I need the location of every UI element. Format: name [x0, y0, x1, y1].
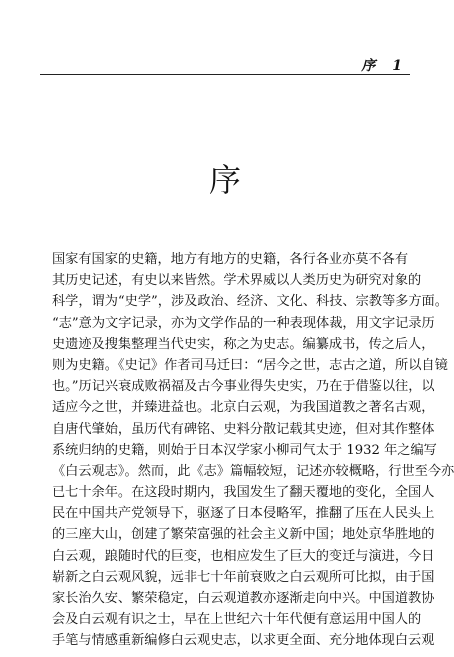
body-line: 家长治久安、繁荣稳定，白云观道教亦逐渐走向中兴。中国道教协 — [52, 591, 435, 606]
body-line: 其历史记述，有史以来皆然。学术界威以人类历史为研究对象的 — [52, 273, 422, 289]
body-line: 国家有国家的史籍，地方有地方的史籍，各行各业亦莫不各有 — [52, 252, 409, 267]
body-line: 《白云观志》。然而，此《志》篇幅较短，记述亦较概略，行世至今亦 — [52, 463, 454, 479]
body-line: 民在中国共产党领导下，驱逐了日本侵略军，推翻了压在人民头上 — [52, 506, 435, 522]
body-line: 的三座大山，创建了繁荣富强的社会主义新中国；地处京华胜地的 — [52, 527, 435, 543]
body-line: 会及白云观有识之士，早在上世纪六十年代便有意运用中国人的 — [52, 612, 422, 628]
body-line: 则为史籍。《史记》作者司马迁曰：“居今之世，志古之道，所以自镜 — [52, 357, 448, 373]
body-line: 史遗迹及搜集整理当代史实，称之为史志。编纂成书，传之后人， — [52, 336, 435, 352]
body-line: 崭新之白云观风貌，远非七十年前衰败之白云观所可比拟，由于国 — [52, 569, 435, 585]
body-line: 已七十余年。在这段时期内，我国发生了翻天覆地的变化，全国人 — [52, 485, 435, 501]
body-line: 白云观，踉随时代的巨变，也相应发生了巨大的变迁与演进，今日 — [52, 548, 435, 564]
body-line: 系统归纳的史籍，则始于日本汉学家小柳司气太于 1932 年之编写 — [52, 442, 437, 458]
body-text — [52, 249, 454, 652]
running-head-text: 序 1 — [361, 58, 408, 74]
body-line: 科学，谓为“史学”，涉及政治、经济、文化、科技、宗教等多方面。 — [52, 294, 448, 310]
body-line: “志”意为文字记录，亦为文学作品的一种表现体裁，用文字记录历 — [52, 315, 435, 331]
body-line: 也。”历记兴衰成败祸福及古今事业得失史实，乃在于借鉴以往，以 — [52, 379, 435, 395]
body-line: 适应今之世，并臻进益也。北京白云观，为我国道教之著名古观， — [52, 400, 435, 416]
body-line: 自唐代肇始，虽历代有碑铭、史料分散记载其史迹，但对其作整体 — [52, 421, 435, 437]
page-title: 序 — [208, 161, 241, 199]
running-header — [40, 54, 410, 75]
body-line: 手笔与情感重新编修白云观史志，以求更全面、充分地体现白云观 — [52, 633, 435, 649]
